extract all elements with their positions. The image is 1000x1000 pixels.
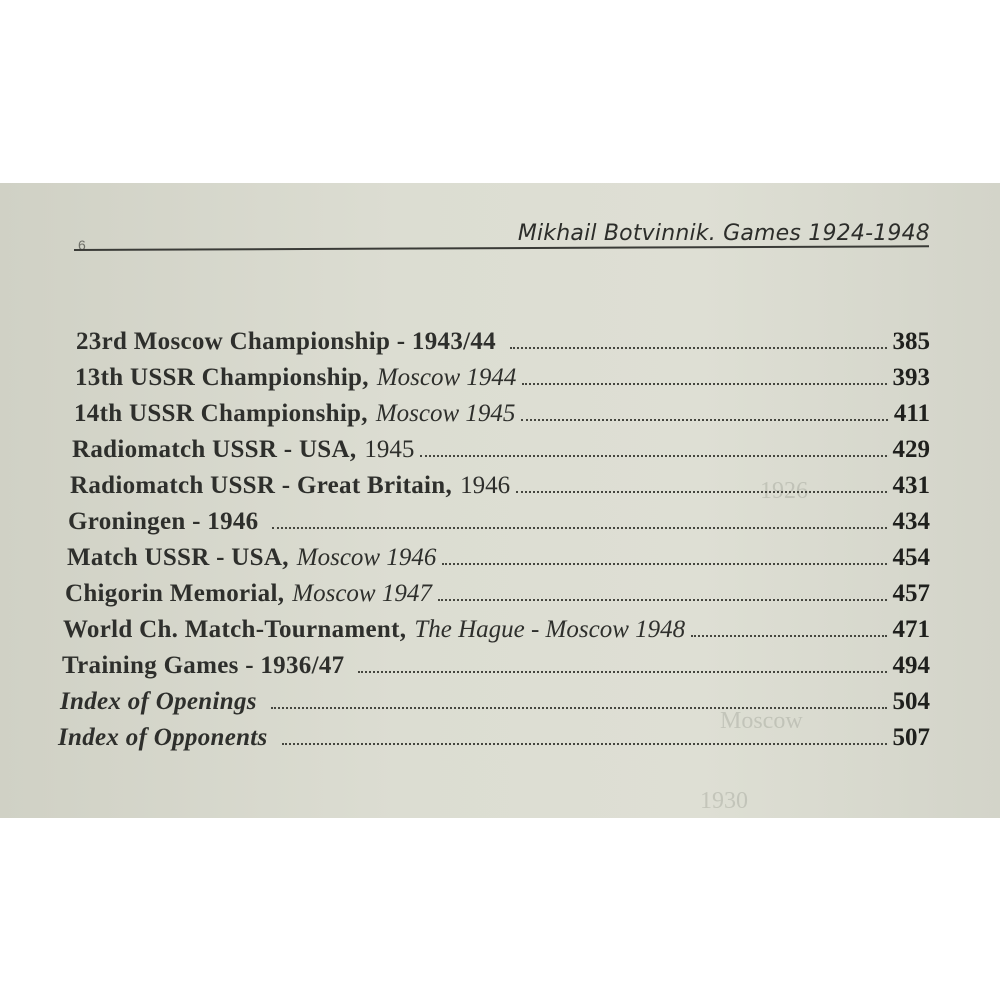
toc-leader-dots bbox=[282, 743, 887, 745]
toc-entry-page: 504 bbox=[892, 688, 930, 715]
toc-entry-page: 431 bbox=[892, 472, 930, 499]
toc-entry-location: Moscow 1945 bbox=[375, 400, 516, 427]
toc-entry[interactable] bbox=[70, 472, 930, 500]
book-page bbox=[0, 183, 1000, 818]
toc-entry-page: 507 bbox=[892, 724, 930, 751]
toc-entry[interactable] bbox=[60, 688, 930, 716]
toc-entry[interactable] bbox=[58, 724, 930, 752]
toc-leader-dots bbox=[420, 455, 886, 457]
toc-entry-title: Radiomatch USSR - Great Britain, bbox=[70, 472, 453, 499]
toc-entry[interactable] bbox=[76, 328, 930, 356]
toc-entry-title: Index of Openings bbox=[60, 688, 257, 715]
toc-leader-dots bbox=[358, 671, 886, 673]
toc-entry-location: 1945 bbox=[364, 436, 415, 463]
toc-entry[interactable] bbox=[72, 436, 930, 464]
toc-entry[interactable] bbox=[68, 508, 930, 536]
toc-entry[interactable] bbox=[63, 616, 930, 644]
toc-entry-page: 429 bbox=[892, 436, 930, 463]
toc-entry-title: Index of Opponents bbox=[58, 724, 268, 751]
toc-entry[interactable] bbox=[67, 544, 930, 572]
toc-entry-location: Moscow 1946 bbox=[296, 544, 437, 571]
toc-leader-dots bbox=[691, 635, 886, 637]
toc-leader-dots bbox=[510, 347, 887, 349]
show-through-text: Moscow bbox=[720, 708, 803, 734]
toc-entry[interactable] bbox=[75, 364, 930, 392]
toc-entry-location: 1946 bbox=[460, 472, 511, 499]
toc-entry-page: 454 bbox=[892, 544, 930, 571]
toc-entry-title: Match USSR - USA, bbox=[67, 544, 289, 571]
running-head-title: Mikhail Botvinnik. Games 1924-1948 bbox=[517, 221, 930, 246]
toc-entry-title: 14th USSR Championship, bbox=[74, 400, 368, 427]
toc-entry-location: The Hague - Moscow 1948 bbox=[414, 616, 686, 643]
toc-leader-dots bbox=[516, 491, 886, 493]
toc-entry-title: Groningen - 1946 bbox=[68, 508, 259, 535]
toc-entry[interactable] bbox=[65, 580, 930, 608]
toc-entry-page: 434 bbox=[892, 508, 930, 535]
toc-entry-page: 457 bbox=[892, 580, 930, 607]
toc-leader-dots bbox=[272, 527, 886, 529]
toc-entry[interactable] bbox=[74, 400, 930, 428]
toc-entry[interactable] bbox=[62, 652, 930, 680]
toc-entry-page: 385 bbox=[892, 328, 930, 355]
toc-leader-dots bbox=[522, 383, 886, 385]
toc-entry-title: 23rd Moscow Championship - 1943/44 bbox=[76, 328, 496, 355]
toc-leader-dots bbox=[271, 707, 887, 709]
toc-entry-page: 471 bbox=[892, 616, 930, 643]
toc-entry-title: Training Games - 1936/47 bbox=[62, 652, 345, 679]
header-rule bbox=[74, 245, 929, 251]
toc-entry-page: 494 bbox=[892, 652, 930, 679]
show-through-text: 1930 bbox=[700, 788, 748, 814]
toc-leader-dots bbox=[442, 563, 886, 565]
toc-leader-dots bbox=[521, 419, 887, 421]
toc-entry-title: 13th USSR Championship, bbox=[75, 364, 369, 391]
toc-entry-location: Moscow 1947 bbox=[292, 580, 432, 607]
toc-entry-page: 411 bbox=[893, 400, 930, 427]
toc-entry-title: Radiomatch USSR - USA, bbox=[72, 436, 357, 463]
toc-entry-page: 393 bbox=[892, 364, 930, 391]
page-number: 6 bbox=[78, 237, 86, 253]
toc-entry-location: Moscow 1944 bbox=[376, 364, 517, 391]
toc-entry-title: World Ch. Match-Tournament, bbox=[63, 616, 407, 643]
toc-leader-dots bbox=[438, 599, 887, 601]
book-page-photo bbox=[0, 183, 1000, 818]
toc-entry-title: Chigorin Memorial, bbox=[65, 580, 285, 607]
show-through-text: 1926 bbox=[760, 478, 808, 504]
